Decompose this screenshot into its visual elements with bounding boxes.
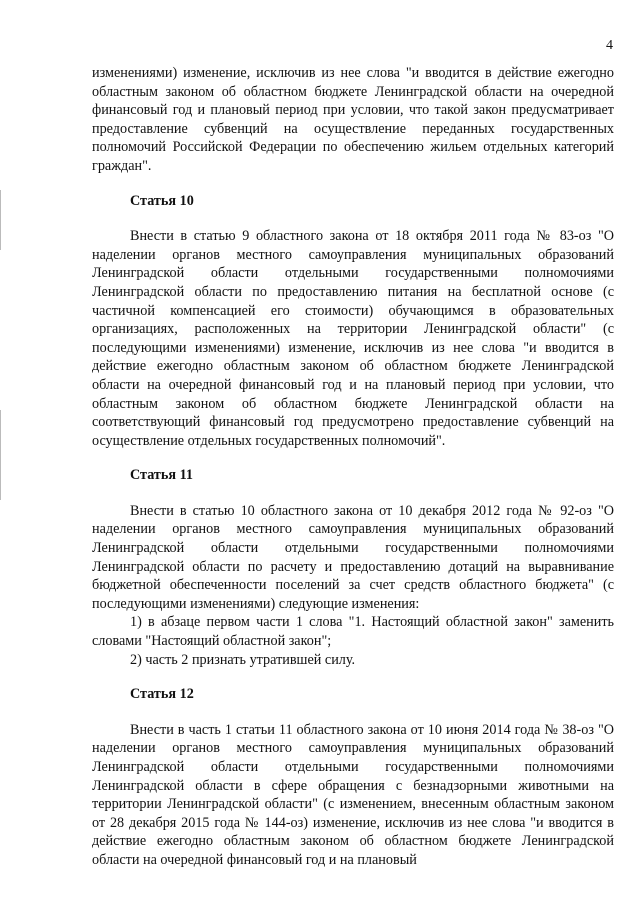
article-10-text: Внести в статью 9 областного закона от 18 октября 2011 года № 83-оз "О наделении органов местного самоуправления муниципальных образований Ленинградской области отдельными государственными полномочиями Ленинградской области по предоставлению питания на бесплатной основе (с частичной компенсацией его стоимости) обучающимся в образовательных организациях, расположенных на территории Ленинградской области" (с последующими изменениями) изменение, исключив из нее слова "и вводится в действие ежегодно областным законом об областном бюджете Ленинградской области на очередной финансовый год и на плановый период при условии, что областным законом об областном бюджете Ленинградской области на соответствующий финансовый год предусмотрено предоставление субвенций на осуществление отдельных государственных полномочий".: [92, 228, 614, 449]
article-11-heading: Статья 11: [130, 467, 194, 484]
continuation-paragraph: изменениями) изменение, исключив из нее слова "и вводится в действие ежегодно областным законом об областном бюджете Ленинградской области на очередной финансовый год и плановый период при условии, что такой закон предусматривает предоставление субвенций на осуществление переданных государственных полномочий Российской Федерации по обеспечению жильем отдельных категорий граждан".: [92, 65, 614, 174]
document-body: [92, 64, 614, 870]
article-11-text: Внести в статью 10 областного закона от 10 декабря 2012 года № 92-оз "О наделении органов местного самоуправления муниципальных образований Ленинградской области отдельными государственными полномочиями Ленинградской области по расчету и предоставлению дотаций на выравнивание бюджетной обеспеченности поселений за счет средств областного бюджета" (с последующими изменениями) следующие изменения:: [92, 502, 614, 612]
article-11-item-2: 2) часть 2 признать утратившей силу.: [130, 651, 356, 668]
scan-edge-mark: [0, 410, 1, 500]
article-11-item-1: 1) в абзаце первом части 1 слова "1. Настоящий областной закон" заменить словами "Настоящий областной закон";: [92, 614, 614, 650]
scan-edge-mark: [0, 190, 1, 250]
article-10-heading: Статья 10: [130, 192, 194, 209]
article-12-text: Внести в часть 1 статьи 11 областного закона от 10 июня 2014 года № 38-оз "О наделении органов местного самоуправления муниципальных образований Ленинградской области отдельными государственными полномочиями Ленинградской области в сфере обращения с безнадзорными животными на территории Ленинградской области" (с изменением, внесенным областным законом от 28 декабря 2015 года № 144-оз) изменение, исключив из нее слова "и вводится в действие ежегодно областным законом об областном бюджете Ленинградской области на очередной финансовый год и на плановый: [92, 721, 614, 868]
page-number: 4: [606, 38, 613, 53]
article-12-heading: Статья 12: [130, 686, 194, 703]
